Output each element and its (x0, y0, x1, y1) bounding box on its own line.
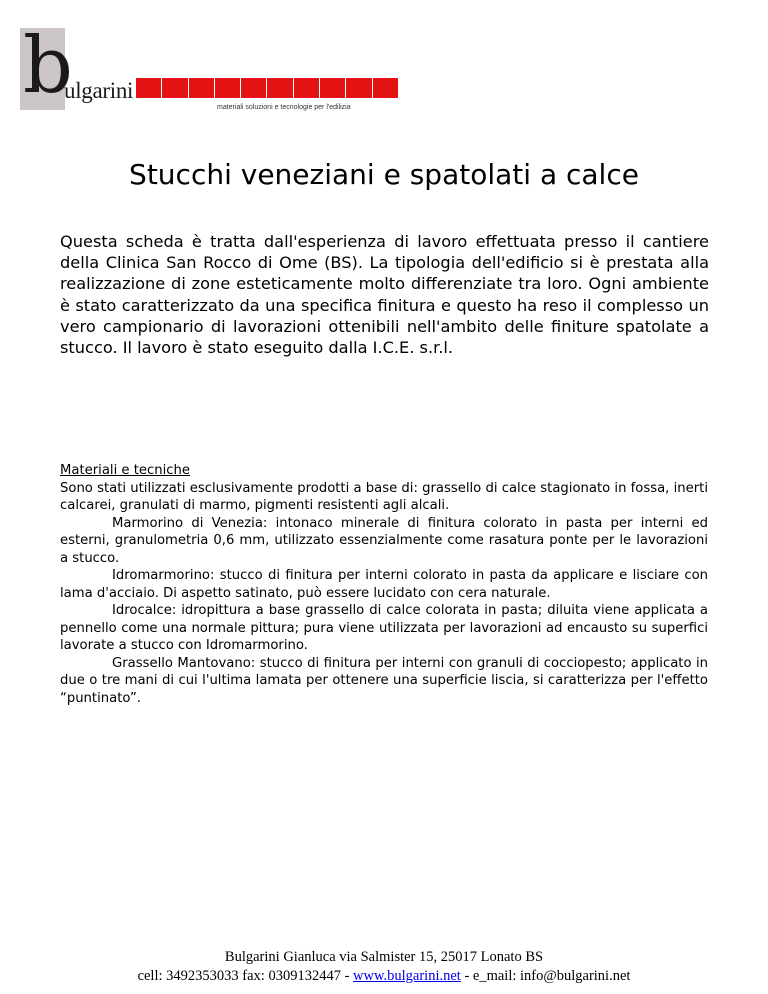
footer-contacts (0, 967, 768, 986)
logo-letter: b (23, 21, 73, 111)
website-link[interactable]: www.bulgarini.net (353, 967, 461, 984)
logo-bar-segment (215, 78, 241, 98)
logo-bar-segment (162, 78, 188, 98)
logo-wordmark: ulgarini (64, 78, 134, 103)
logo-bar-segment (373, 78, 398, 98)
logo-bar-segment (294, 78, 320, 98)
logo-bar-segment (320, 78, 346, 98)
page-footer (0, 948, 768, 985)
materials-paragraph: Idromarmorino: stucco di finitura per interni colorato in pasta da applicare e lisciare con lama d'acciaio. Di aspetto satinato, può essere lucidato con cera naturale. (60, 568, 708, 601)
logo-bar-segment (267, 78, 293, 98)
footer-phone-fax: cell: 3492353033 fax: 0309132447 - (137, 967, 354, 984)
materials-paragraph: Idrocalce: idropittura a base grassello di calce colorata in pasta; diluita viene applicata a pennello come una normale pittura; pura viene utilizzata per lavorazioni ad encausto su superfici lavorate a stucco con Idromarmorino. (60, 603, 708, 653)
materials-heading: Materiali e tecniche (60, 463, 191, 478)
logo-tagline: materiali soluzioni e tecnologie per l'edilizia (217, 104, 351, 111)
intro-paragraph: Questa scheda è tratta dall'esperienza di lavoro effettuata presso il cantiere della Clinica San Rocco di Ome (BS). La tipologia dell'edificio si è prestata alla realizzazione di zone esteticamente molto differenziate tra loro. Ogni ambiente è stato caratterizzato da una specifica finitura e questo ha reso il complesso un vero campionario di lavorazioni ottenibili nell'ambito delle finiture spatolate a stucco. Il lavoro è stato eseguito dalla I.C.E. s.r.l. (60, 232, 709, 358)
logo-bar-segment (346, 78, 372, 98)
footer-email: - e_mail: info@bulgarini.net (460, 967, 631, 984)
company-logo (20, 21, 400, 120)
materials-paragraph: Grassello Mantovano: stucco di finitura per interni con granuli di cocciopesto; applicato in due o tre mani di cui l'ultima lamata per ottenere una superficie liscia, si caratterizza per l'effetto “puntinato”. (60, 655, 708, 706)
logo-bar-segment (189, 78, 215, 98)
logo-bar-segment (241, 78, 267, 98)
logo-red-bar (136, 78, 398, 98)
materials-paragraph: Sono stati utilizzati esclusivamente prodotti a base di: grassello di calce stagionato in fossa, inerti calcarei, granulati di marmo, pigmenti resistenti agli alcali. (60, 480, 708, 513)
footer-address: Bulgarini Gianluca via Salmister 15, 25017 Lonato BS (224, 949, 544, 965)
logo-bar-segment (136, 78, 162, 98)
materials-paragraph: Marmorino di Venezia: intonaco minerale di finitura colorato in pasta per interni ed esterni, granulometria 0,6 mm, utilizzato essenzialmente come rasatura ponte per le lavorazioni a stucco. (60, 515, 708, 566)
materials-section (60, 462, 708, 707)
document-title: Stucchi veneziani e spatolati a calce (129, 158, 639, 191)
